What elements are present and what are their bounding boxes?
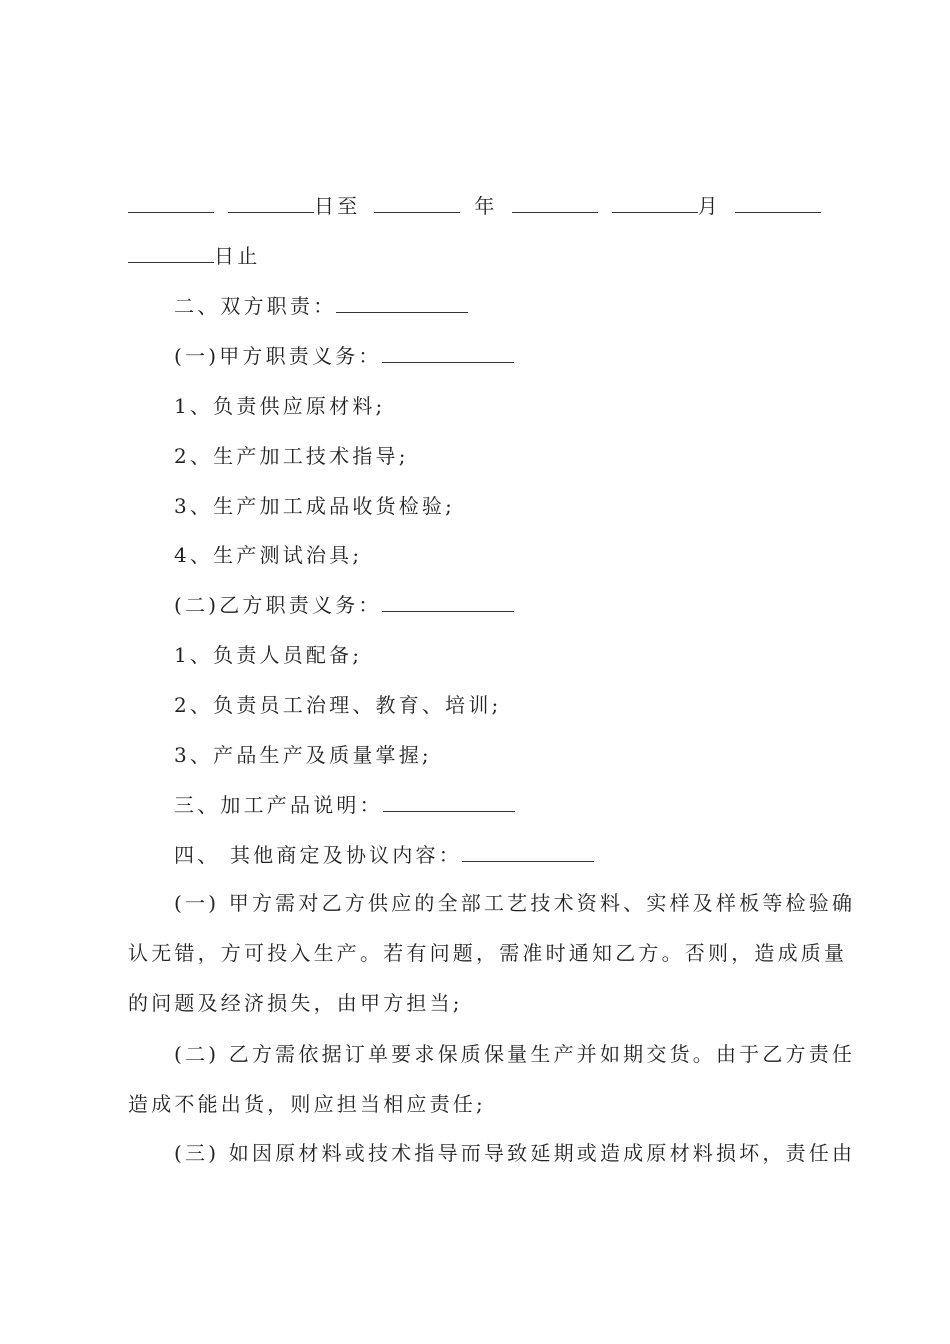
party-a-heading	[174, 344, 884, 368]
blank-field[interactable]	[128, 194, 214, 213]
section-3-heading	[174, 793, 884, 817]
party-b-item: 2、负责员工治理、教育、培训;	[174, 693, 502, 717]
section-4-title: 四、 其他商定及协议内容：	[174, 843, 462, 867]
section-4-heading	[174, 843, 884, 867]
party-b-item: 1、负责人员配备;	[174, 643, 363, 667]
blank-field[interactable]	[382, 593, 514, 612]
section-2-heading	[174, 294, 884, 318]
party-a-title: (一)甲方职责义务：	[174, 344, 382, 368]
blank-field[interactable]	[336, 294, 468, 313]
date-range-line-1	[128, 194, 838, 218]
blank-field[interactable]	[374, 194, 460, 213]
party-a-item: 3、生产加工成品收货检验;	[174, 494, 456, 518]
blank-field[interactable]	[128, 244, 214, 263]
year-label: 年	[474, 194, 498, 218]
paragraph-line: 造成不能出货，则应担当相应责任;	[128, 1092, 486, 1116]
party-a-item: 1、负责供应原材料;	[174, 394, 386, 418]
blank-field[interactable]	[462, 843, 594, 862]
party-a-item: 4、生产测试治具;	[174, 543, 363, 567]
blank-field[interactable]	[383, 793, 515, 812]
paragraph-line: (三) 如因原材料或技术指导而导致延期或造成原材料损坏，责任由	[174, 1141, 856, 1165]
party-b-item: 3、产品生产及质量掌握;	[174, 743, 432, 767]
day-end-label: 日止	[214, 244, 261, 268]
party-a-item: 2、生产加工技术指导;	[174, 444, 409, 468]
blank-field[interactable]	[512, 194, 598, 213]
month-label: 月	[697, 194, 721, 218]
blank-field[interactable]	[382, 344, 514, 363]
paragraph-line: 的问题及经济损失，由甲方担当;	[128, 991, 463, 1015]
day-to-label: 日至	[314, 194, 361, 218]
date-range-line-2	[128, 244, 838, 268]
paragraph-line: (二) 乙方需依据订单要求保质保量生产并如期交货。由于乙方责任	[174, 1042, 856, 1066]
blank-field[interactable]	[228, 194, 314, 213]
section-3-title: 三、加工产品说明：	[174, 793, 383, 817]
paragraph-line: (一) 甲方需对乙方供应的全部工艺技术资料、实样及样板等检验确	[174, 891, 856, 915]
party-b-title: (二)乙方职责义务：	[174, 593, 382, 617]
blank-field[interactable]	[735, 194, 821, 213]
section-2-title: 二、双方职责：	[174, 294, 337, 318]
blank-field[interactable]	[612, 194, 698, 213]
paragraph-line: 认无错，方可投入生产。若有问题，需准时通知乙方。否则，造成质量	[128, 941, 848, 965]
party-b-heading	[174, 593, 884, 617]
